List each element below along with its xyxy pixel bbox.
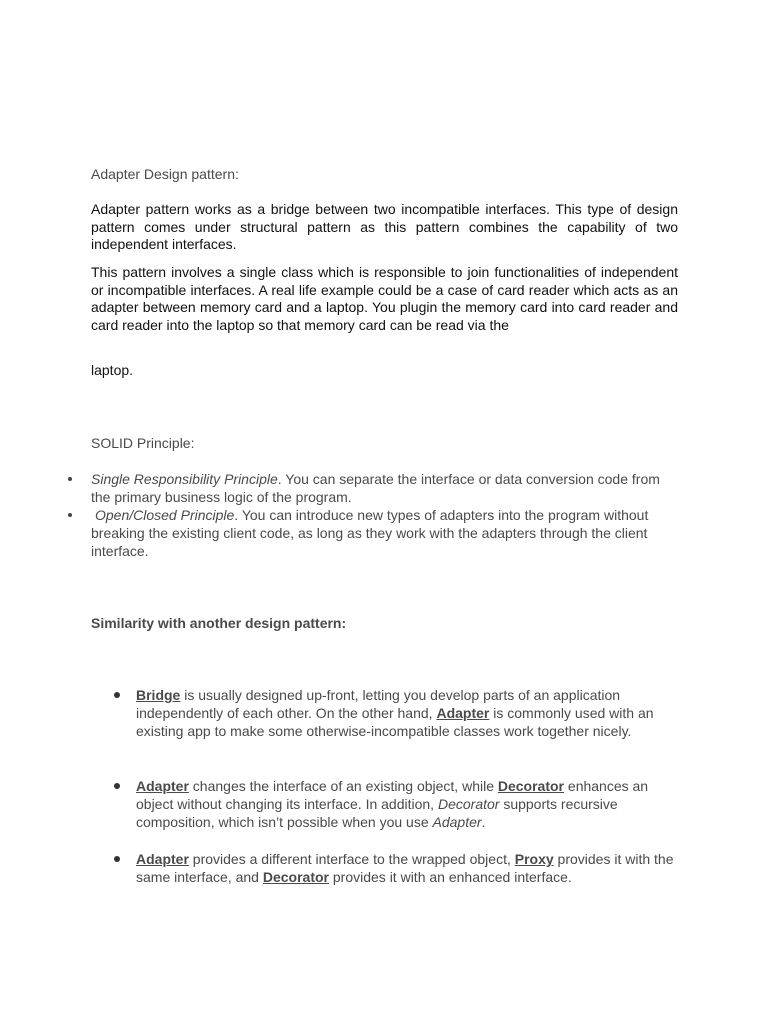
solid-item-1-text: . You can separate the interface or data conversion code from the primary business logic of the program. bbox=[91, 471, 660, 505]
bridge-term: Bridge bbox=[136, 687, 181, 703]
adapter-paragraph-3: laptop. bbox=[91, 362, 134, 378]
adapter-term: Adapter bbox=[136, 851, 189, 867]
adapter-heading: Adapter Design pattern: bbox=[91, 166, 239, 182]
adapter-paragraph-1: Adapter pattern works as a bridge between two incompatible interfaces. This type of design pattern comes under structural pattern as this pattern combines the capability of two independent interfaces. bbox=[91, 201, 678, 253]
bullet-icon bbox=[68, 513, 72, 517]
adapter-term: Adapter bbox=[436, 705, 490, 721]
adapter-paragraph-2: This pattern involves a single class which is responsible to join functionalities of independent or incompatible interfaces. A real life example could be a case of card reader which acts as an adapter between memory card and a laptop. You plugin the memory card into card reader and card reader into the laptop so that memory card can be read via the bbox=[91, 264, 678, 333]
solid-item-2-text: . You can introduce new types of adapters into the program without breaking the existing client code, as long as they work with the adapters through the client interface. bbox=[91, 507, 649, 559]
similarity-item-2-text-4: . bbox=[481, 814, 486, 830]
bullet-icon bbox=[114, 783, 120, 789]
solid-item-2 bbox=[91, 506, 681, 560]
bullet-icon bbox=[114, 692, 120, 698]
similarity-item-1 bbox=[136, 686, 681, 740]
similarity-item-2-text-3: supports recursive composition, which isn’t possible when you use bbox=[136, 796, 618, 830]
solid-item-2-term: Open/Closed Principle bbox=[95, 507, 235, 523]
decorator-italic: Decorator bbox=[437, 796, 500, 812]
adapter-italic: Adapter bbox=[432, 814, 482, 830]
similarity-item-3-text-2: provides it with the same interface, and bbox=[136, 851, 674, 885]
adapter-term: Adapter bbox=[136, 778, 189, 794]
similarity-item-2 bbox=[136, 777, 681, 831]
similarity-heading: Similarity with another design pattern: bbox=[91, 615, 347, 631]
similarity-item-2-text: changes the interface of an existing object, while bbox=[188, 778, 498, 794]
bullet-icon bbox=[68, 477, 72, 481]
similarity-item-3 bbox=[136, 850, 681, 886]
bullet-icon bbox=[114, 856, 120, 862]
similarity-item-1-text: is usually designed up-front, letting you develop parts of an application independently of each other. On the other hand, bbox=[136, 687, 621, 721]
decorator-term: Decorator bbox=[497, 778, 565, 794]
similarity-item-2-text-2: enhances an object without changing its interface. In addition, bbox=[136, 778, 649, 812]
similarity-item-3-text-3: provides it with an enhanced interface. bbox=[329, 869, 572, 885]
proxy-term: Proxy bbox=[514, 851, 554, 867]
decorator-term: Decorator bbox=[262, 869, 329, 885]
solid-heading: SOLID Principle: bbox=[91, 435, 195, 451]
solid-item-1-term: Single Responsibility Principle bbox=[91, 471, 278, 487]
similarity-item-1-text-2: is commonly used with an existing app to make some otherwise-incompatible classes work together nicely. bbox=[136, 705, 654, 739]
solid-item-1 bbox=[91, 470, 681, 506]
similarity-item-3-text: provides a different interface to the wrapped object, bbox=[188, 851, 515, 867]
